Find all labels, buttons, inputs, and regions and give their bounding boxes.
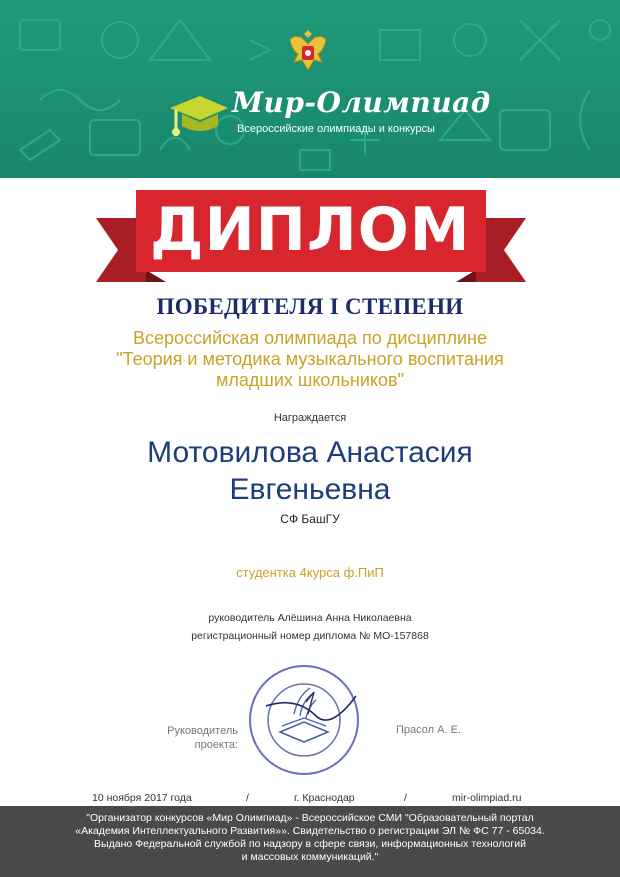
awarded-label: Награждается <box>273 412 347 424</box>
website-link[interactable]: mir-olimpiad.ru <box>452 792 522 804</box>
student-position: студентка 4курса ф.ПиП <box>236 565 384 580</box>
issue-city: г. Краснодар <box>294 792 355 804</box>
registration-number: регистрационный номер диплома № МО-157868 <box>191 630 429 642</box>
signature-label-line: Руководитель <box>167 725 238 737</box>
logo-subtitle: Всероссийские олимпиады и конкурсы <box>237 123 435 135</box>
legal-notice <box>0 806 620 877</box>
supervisor: руководитель Алёшина Анна Николаевна <box>208 612 412 624</box>
olympiad-line: младших школьников" <box>216 370 404 390</box>
signature-label <box>148 724 238 752</box>
winner-name <box>60 434 560 508</box>
organization: СФ БашГУ <box>280 512 340 526</box>
graduation-cap-icon <box>162 86 232 146</box>
legal-line: «Академия Интеллектуального Развития»». Свидетельство о регистрации ЭЛ № ФС 77 - 65034. <box>75 825 545 837</box>
footer-separator: / <box>404 792 407 804</box>
olympiad-line: "Теория и методика музыкального воспитания <box>116 349 504 369</box>
signature-label-line: проекта: <box>194 739 238 751</box>
olympiad-line: Всероссийская олимпиада по дисциплине <box>133 328 487 348</box>
legal-line: Выдано Федеральной службой по надзору в сфере связи, информационных технологий <box>94 838 526 850</box>
diploma-title: ДИПЛОМ <box>150 195 471 265</box>
mir-olimpiad-logo <box>162 86 491 146</box>
winner-degree: ПОБЕДИТЕЛЯ I СТЕПЕНИ <box>156 294 464 319</box>
logo-title: Мир-Олимпиад <box>232 86 491 119</box>
official-stamp-icon <box>246 662 362 778</box>
olympiad-description <box>40 328 580 391</box>
issue-date: 10 ноября 2017 года <box>92 792 192 804</box>
signature-name: Прасол А. Е. <box>396 724 461 736</box>
winner-name-line: Евгеньевна <box>229 473 391 506</box>
header-banner <box>0 0 620 178</box>
winner-name-line: Мотовилова Анастасия <box>147 436 473 469</box>
footer-separator: / <box>246 792 249 804</box>
legal-line: и массовых коммуникаций." <box>241 851 379 863</box>
legal-line: "Организатор конкурсов «Мир Олимпиад» - Всероссийское СМИ "Образовательный портал <box>86 812 534 824</box>
russia-coat-of-arms-icon <box>284 24 332 78</box>
